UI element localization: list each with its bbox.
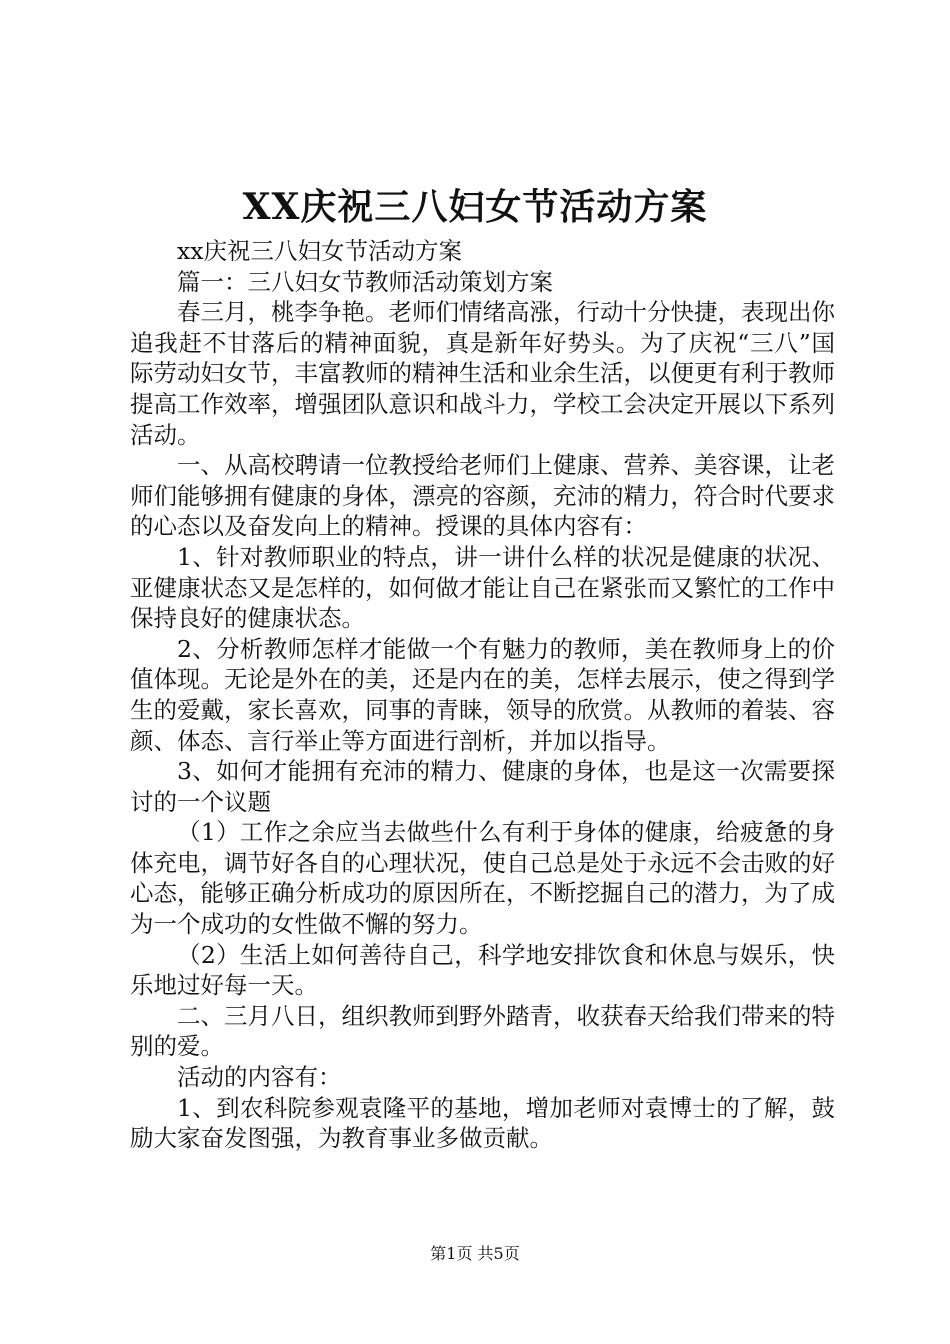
paragraph: （1）工作之余应当去做些什么有利于身体的健康，给疲惫的身体充电，调节好各自的心理状况，使自己总是处于永远不会击败的好心态，能够正确分析成功的原因所在，不断挖掘自己的潜力，为了成为一个成功的女性做不懈的努力。 (130, 818, 835, 939)
paragraph: 2、分析教师怎样才能做一个有魅力的教师，美在教师身上的价值体现。无论是外在的美，还是内在的美，怎样去展示，使之得到学生的爱戴，家长喜欢，同事的青睐，领导的欣赏。从教师的着装、容颜、体态、言行举止等方面进行剖析，并加以指导。 (130, 634, 835, 755)
paragraph: 春三月，桃李争艳。老师们情绪高涨，行动十分快捷，表现出你追我赶不甘落后的精神面貌，真是新年好势头。为了庆祝“三八”国际劳动妇女节，丰富教师的精神生活和业余生活，以便更有利于教师提高工作效率，增强团队意识和战斗力，学校工会决定开展以下系列活动。 (130, 298, 835, 449)
paragraph: 3、如何才能拥有充沛的精力、健康的身体，也是这一次需要探讨的一个议题 (130, 757, 835, 816)
paragraph: xx庆祝三八妇女节活动方案 (177, 237, 463, 265)
paragraph: 1、针对教师职业的特点，讲一讲什么样的状况是健康的状况、亚健康状态又是怎样的，如何做才能让自己在紧张而又繁忙的工作中保持良好的健康状态。 (130, 542, 835, 633)
paragraph: 篇一：三八妇女节教师活动策划方案 (177, 267, 553, 296)
paragraph: 活动的内容有： (177, 1063, 342, 1092)
document-title: XX庆祝三八妇女节活动方案 (242, 186, 708, 228)
paragraph: 二、三月八日，组织教师到野外踏青，收获春天给我们带来的特别的爱。 (130, 1001, 835, 1061)
paragraph: 一、从高校聘请一位教授给老师们上健康、营养、美容课，让老师们能够拥有健康的身体，漂亮的容颜，充沛的精力，符合时代要求的心态以及奋发向上的精神。授课的具体内容有： (130, 451, 835, 541)
paragraph: 1、到农科院参观袁隆平的基地，增加老师对袁博士的了解，鼓励大家奋发图强，为教育事业多做贡献。 (130, 1093, 835, 1153)
page-footer: 第1页 共5页 (430, 1244, 520, 1263)
document-body (130, 236, 835, 1154)
paragraph: （2）生活上如何善待自己，科学地安排饮食和休息与娱乐，快乐地过好每一天。 (130, 940, 835, 1000)
